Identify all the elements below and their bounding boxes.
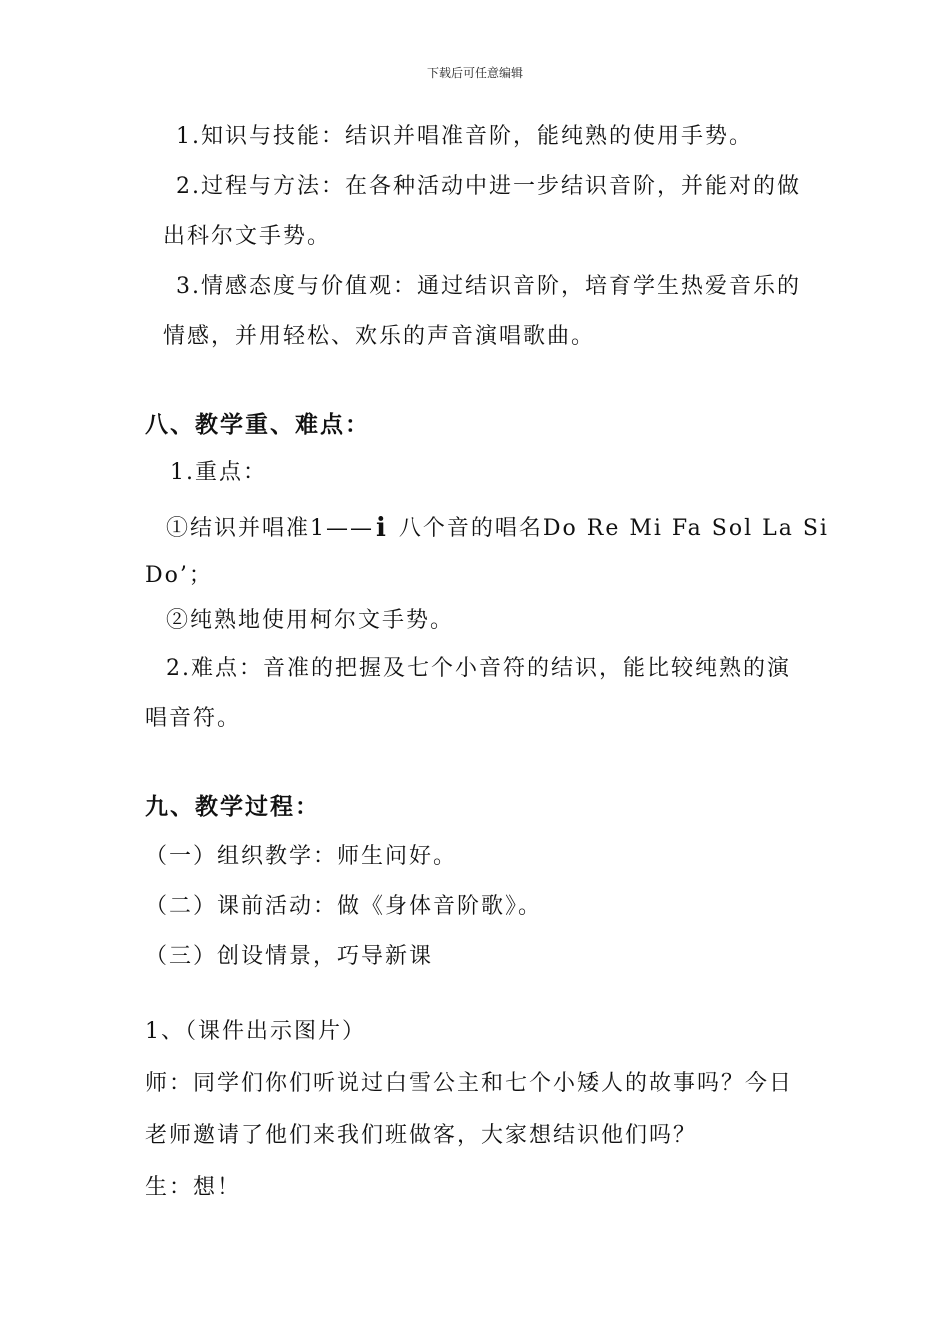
key-point-2: ②纯熟地使用柯尔文手势。 [166, 608, 455, 633]
section-9-heading: 九、教学过程： [145, 793, 320, 820]
difficulty: 2.难点：音准的把握及七个小音符的结识，能比较纯熟的演 [166, 656, 791, 681]
difficulty-cont: 唱音符。 [145, 706, 242, 731]
section-8-heading: 八、教学重、难点： [145, 411, 370, 438]
page-header: 下载后可任意编辑 [426, 66, 523, 80]
objective-3: 3.情感态度与价值观：通过结识音阶，培育学生热爱音乐的 [176, 274, 801, 299]
student-line: 生：想！ [145, 1175, 242, 1200]
courseware-step: 1、（课件出示图片） [145, 1019, 366, 1044]
teacher-line-cont: 老师邀请了他们来我们班做客，大家想结识他们吗？ [145, 1123, 698, 1148]
key-point-1 [166, 515, 829, 541]
teacher-line: 师：同学们你们听说过白雪公主和七个小矮人的故事吗？今日 [145, 1071, 794, 1096]
key-point-1-prefix: ①结识并唱准1—— [166, 516, 374, 541]
key-point-1-cont: Do’； [145, 563, 213, 588]
process-step-2: （二）课前活动：做《身体音阶歌》。 [145, 894, 543, 919]
key-point-1-syllables: 八个音的唱名Do Re Mi Fa Sol La Si [398, 516, 829, 541]
objective-3-cont: 情感，并用轻松、欢乐的声音演唱歌曲。 [163, 324, 596, 349]
objective-2: 2.过程与方法：在各种活动中进一步结识音阶，并能对的做 [176, 174, 801, 199]
key-point-heading: 1.重点： [170, 460, 267, 485]
process-step-1: （一）组织教学：师生问好。 [145, 844, 458, 869]
process-step-3: （三）创设情景，巧导新课 [145, 944, 434, 969]
high-do-note: i [376, 513, 388, 543]
objective-2-cont: 出科尔文手势。 [163, 224, 332, 249]
objective-1: 1.知识与技能：结识并唱准音阶，能纯熟的使用手势。 [176, 124, 753, 149]
